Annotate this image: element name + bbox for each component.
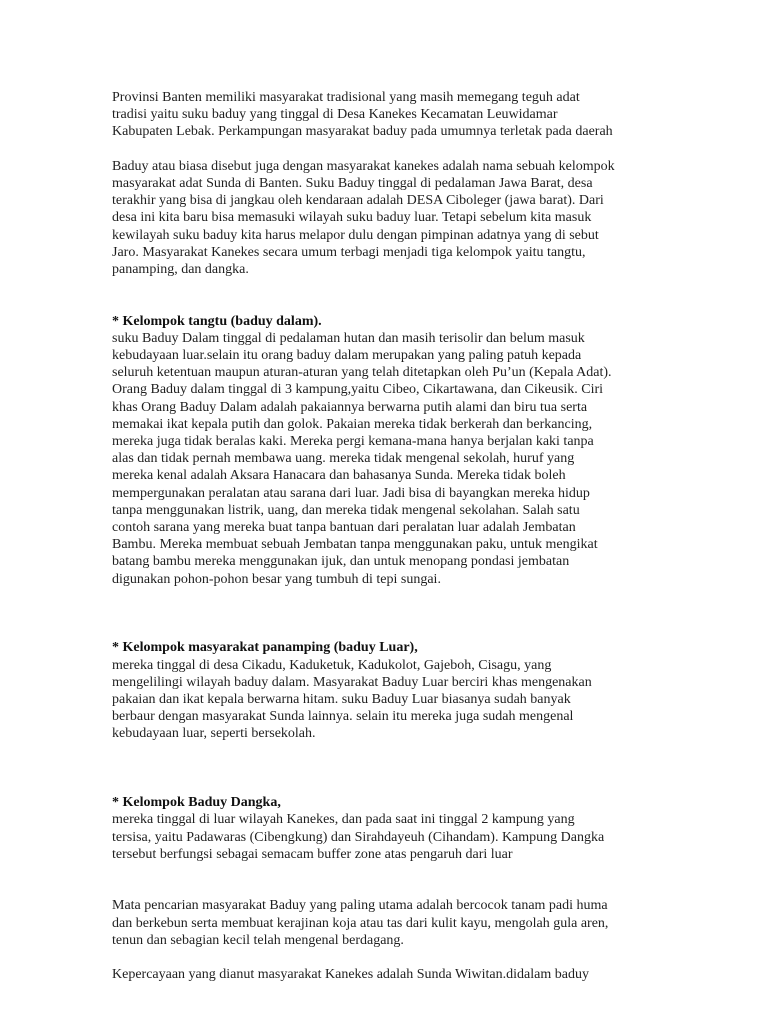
document-page <box>112 89 672 983</box>
belief-paragraph: Kepercayaan yang dianut masyarakat Kanekes adalah Sunda Wiwitan.didalam baduy <box>112 967 589 983</box>
panamping-heading: * Kelompok masyarakat panamping (baduy Luar), <box>112 640 418 656</box>
panamping-body: mereka tinggal di desa Cikadu, Kaduketuk, Kadukolot, Gajeboh, Cisagu, yang mengelilingi wilayah baduy dalam. Masyarakat Baduy Luar berciri khas mengenakan pakaian dan ikat kepala berwarna hitam. suku Baduy Luar biasanya sudah banyak berbaur dengan masyarakat Sunda lainnya. selain itu mereka juga sudah mengenal kebudayaan luar, seperti bersekolah. <box>112 657 592 742</box>
dangka-body: mereka tinggal di luar wilayah Kanekes, dan pada saat ini tinggal 2 kampung yang tersisa, yaitu Padawaras (Cibengkung) dan Sirahdayeuh (Cihandam). Kampung Dangka tersebut berfungsi sebagai semacam buffer zone atas pengaruh dari luar <box>112 812 605 862</box>
tangtu-section <box>112 295 672 605</box>
dangka-section <box>112 777 672 880</box>
tangtu-body: suku Baduy Dalam tinggal di pedalaman hutan dan masih terisolir dan belum masuk kebudayaan luar.selain itu orang baduy dalam merupakan yang paling patuh kepada seluruh ketentuan maupun aturan-aturan yang telah ditetapkan oleh Pu’un (Kepala Adat). Orang Baduy dalam tinggal di 3 kampung,yaitu Cibeo, Cikartawana, dan Cikeusik. Ciri khas Orang Baduy Dalam adalah pakaiannya berwarna putih alami dan biru tua serta memakai ikat kepala putih dan golok. Pakaian mereka tidak berkerah dan berkancing, mereka juga tidak beralas kaki. Mereka pergi kemana-mana hanya berjalan kaki tanpa alas dan tidak pernah membawa uang. mereka tidak mengenal sekolah, huruf yang mereka kenal adalah Aksara Hanacara dan bahasanya Sunda. Mereka tidak boleh mempergunakan peralatan atau sarana dari luar. Jadi bisa di bayangkan mereka hidup tanpa menggunakan listrik, uang, dan mereka tidak mengenal sekolahan. Salah satu contoh sarana yang mereka buat tanpa bantuan dari peralatan luar adalah Jembatan Bambu. Mereka membuat sebuah Jembatan tanpa menggunakan paku, untuk mengikat batang bambu mereka menggunakan ijuk, dan untuk menopang pondasi jembatan digunakan pohon-pohon besar yang tumbuh di tepi sungai. <box>112 330 612 587</box>
dangka-heading: * Kelompok Baduy Dangka, <box>112 795 281 811</box>
panamping-section <box>112 622 672 760</box>
baduy-overview-paragraph: Baduy atau biasa disebut juga dengan masyarakat kanekes adalah nama sebuah kelompok masyarakat adat Sunda di Banten. Suku Baduy tinggal di pedalaman Jawa Barat, desa terakhir yang bisa di jangkau oleh kendaraan adalah DESA Ciboleger (jawa barat). Dari desa ini kita baru bisa memasuki wilayah suku baduy luar. Tetapi sebelum kita masuk kewilayah suku baduy kita harus melapor dulu dengan pimpinan adatnya yang di sebut Jaro. Masyarakat Kanekes secara umum terbagi menjadi tiga kelompok yaitu tangtu, panamping, dan dangka. <box>112 158 615 278</box>
tangtu-heading: * Kelompok tangtu (baduy dalam). <box>112 313 322 329</box>
intro-paragraph: Provinsi Banten memiliki masyarakat tradisional yang masih memegang teguh adat tradisi yaitu suku baduy yang tinggal di Desa Kanekes Kecamatan Leuwidamar Kabupaten Lebak. Perkampungan masyarakat baduy pada umumnya terletak pada daerah <box>112 90 613 140</box>
livelihood-paragraph: Mata pencarian masyarakat Baduy yang paling utama adalah bercocok tanam padi huma dan berkebun serta membuat kerajinan koja atau tas dari kulit kayu, mengolah gula aren, tenun dan sebagian kecil telah mengenal berdagang. <box>112 898 609 948</box>
